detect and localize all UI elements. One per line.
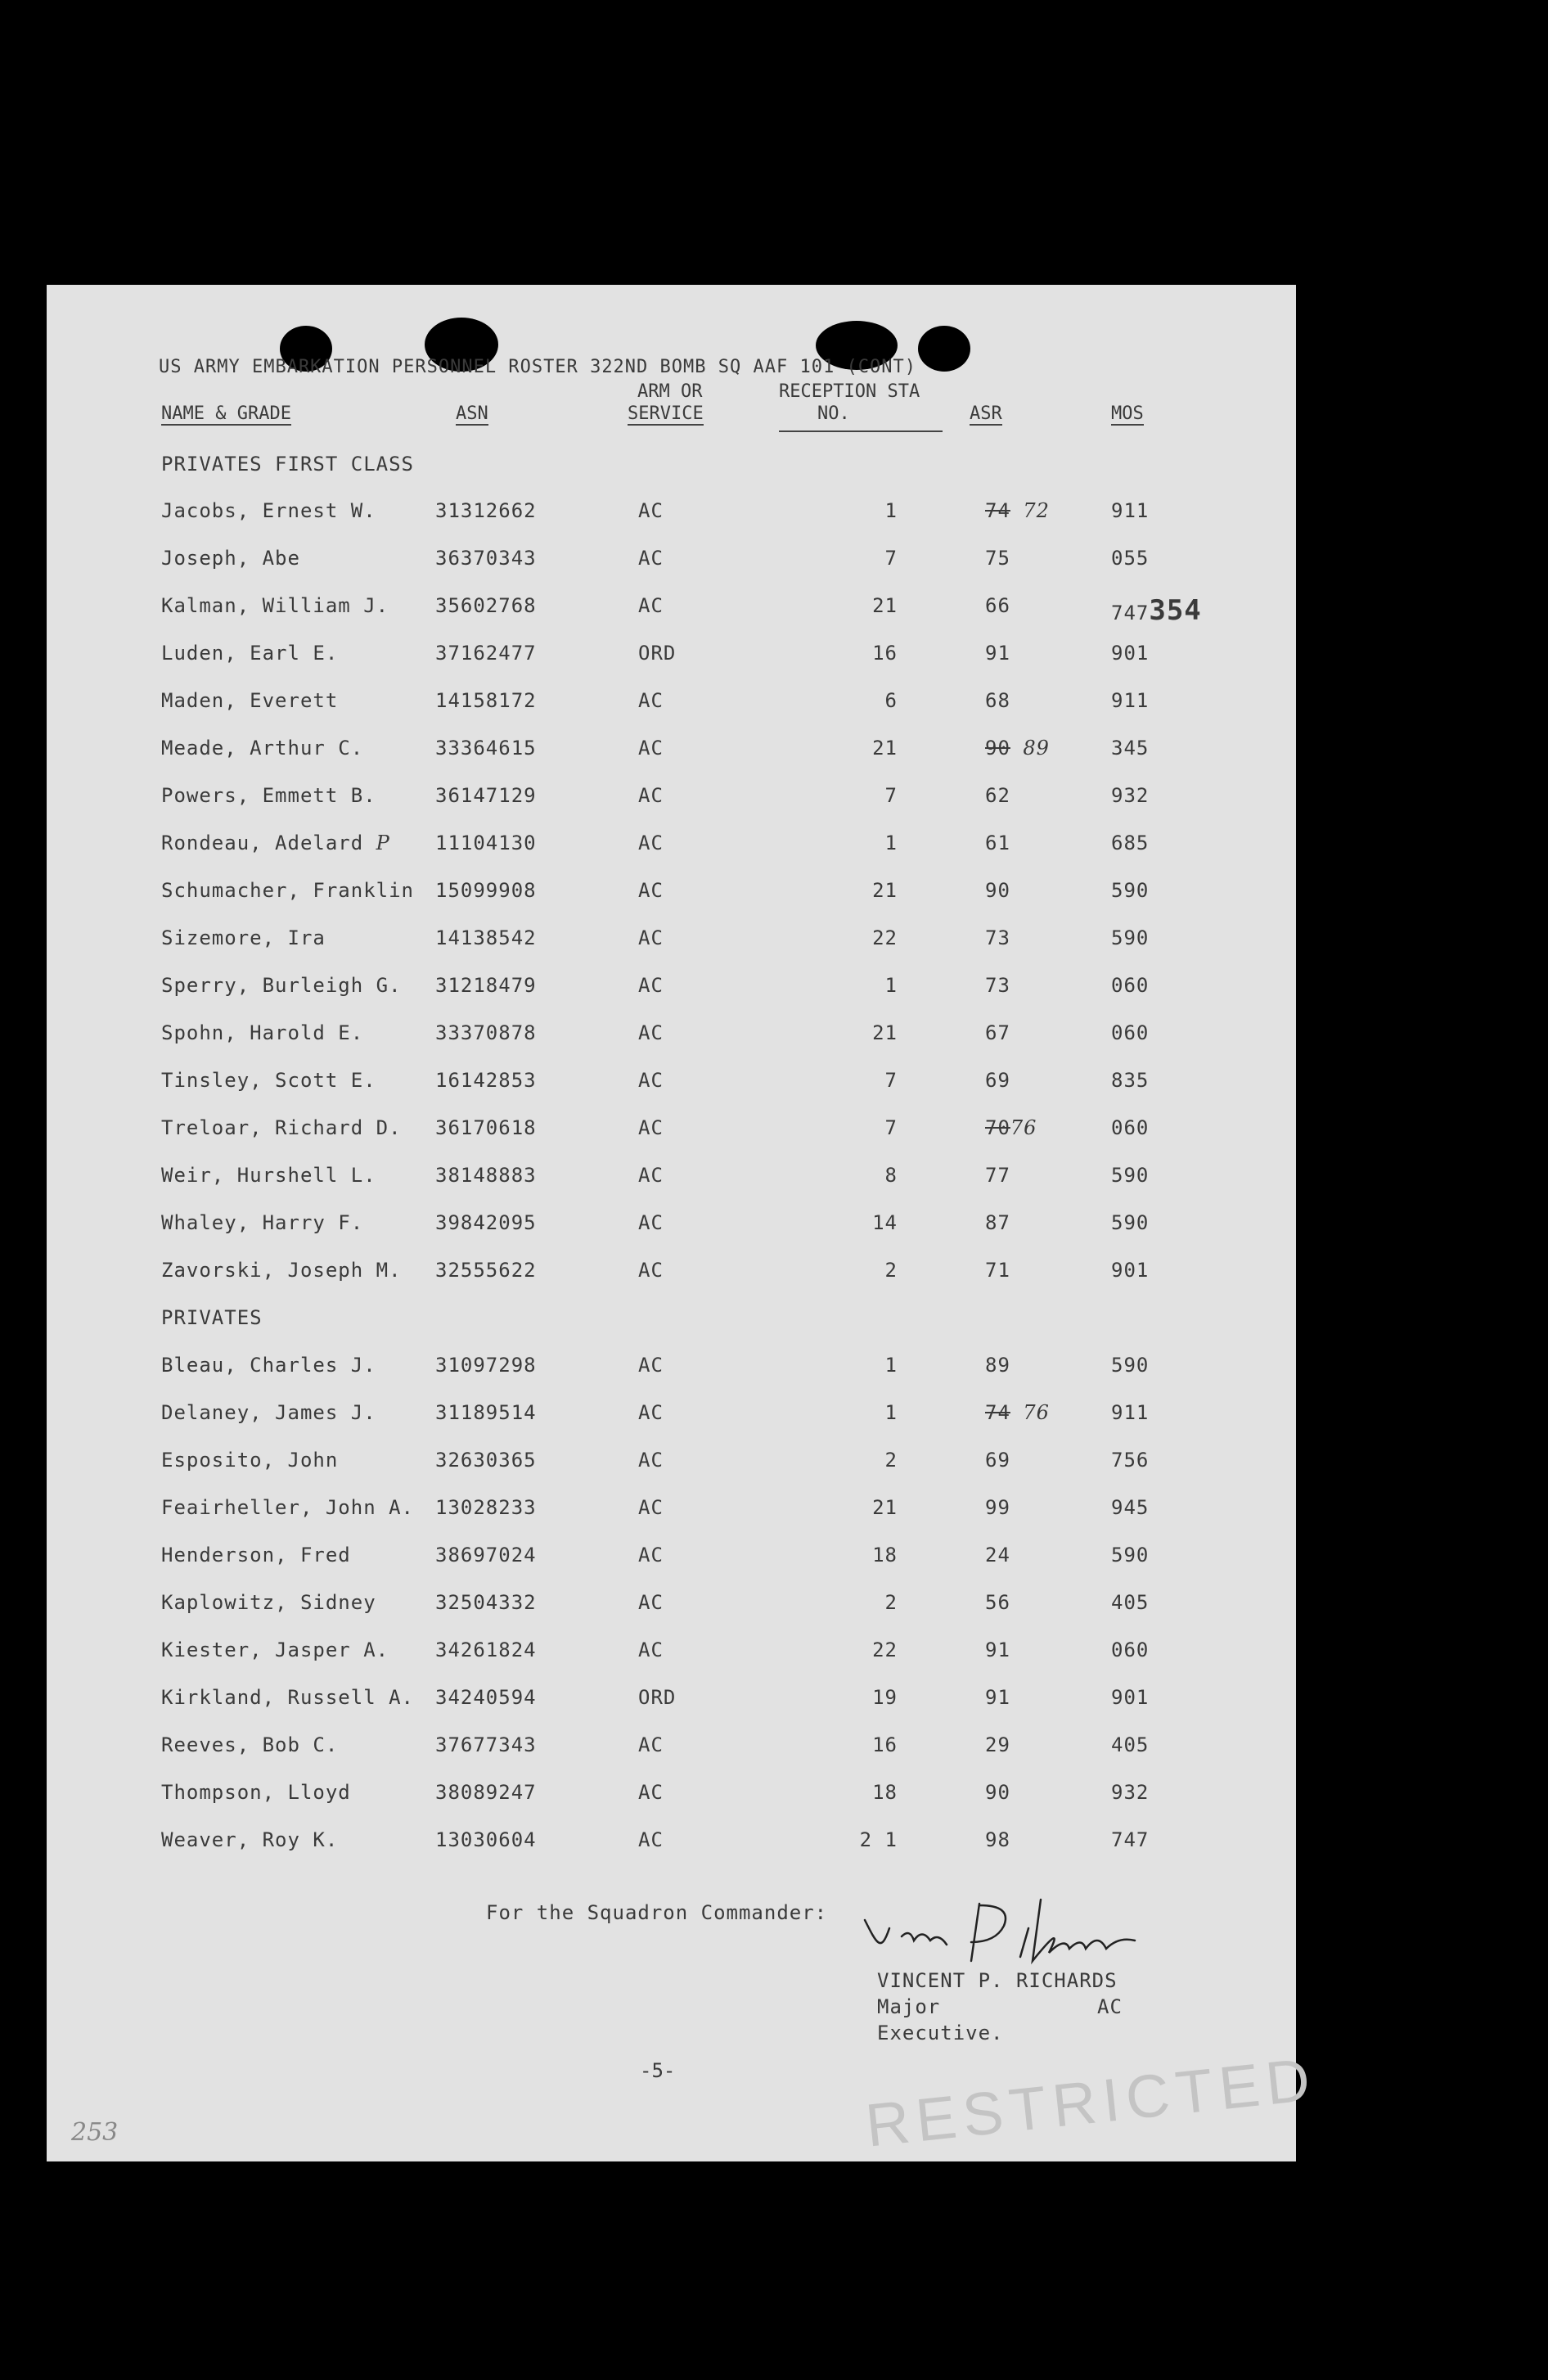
- asr-struck-value: 70: [985, 1116, 1010, 1139]
- asn-cell: 31097298: [435, 1354, 537, 1377]
- asn-cell: 31218479: [435, 974, 537, 997]
- name-cell: Kirkland, Russell A.: [161, 1686, 414, 1709]
- reception-cell: 7: [884, 1069, 898, 1092]
- asr-cell: 90: [985, 879, 1010, 902]
- reception-cell: 22: [872, 926, 898, 949]
- header-reception-rule: [779, 430, 943, 432]
- mos-cell: 756: [1111, 1449, 1150, 1472]
- asr-cell: 91: [985, 642, 1010, 665]
- table-row: [47, 784, 1296, 817]
- mos-cell: 060: [1111, 1116, 1150, 1139]
- reception-cell: 1: [884, 499, 898, 522]
- arm-cell: AC: [638, 737, 664, 760]
- table-row: [47, 1069, 1296, 1102]
- name-cell: Henderson, Fred: [161, 1544, 351, 1566]
- mos-cell: 060: [1111, 974, 1150, 997]
- reception-cell: 8: [884, 1164, 898, 1187]
- asr-cell: 69: [985, 1069, 1010, 1092]
- signer-title: Executive.: [877, 2022, 1004, 2044]
- arm-cell: AC: [638, 547, 664, 570]
- table-row: [47, 689, 1296, 722]
- name-value: Rondeau, Adelard: [161, 832, 364, 854]
- table-row: [47, 594, 1296, 627]
- name-cell: Powers, Emmett B.: [161, 784, 376, 807]
- asn-cell: 33370878: [435, 1021, 537, 1044]
- arm-cell: AC: [638, 1591, 664, 1614]
- arm-cell: AC: [638, 1496, 664, 1519]
- name-cell: Esposito, John: [161, 1449, 339, 1472]
- signer-name: VINCENT P. RICHARDS: [877, 1969, 1118, 1992]
- mos-cell: 901: [1111, 1686, 1150, 1709]
- asn-cell: 34240594: [435, 1686, 537, 1709]
- asr-struck-value: 90: [985, 737, 1010, 760]
- arm-cell: AC: [638, 1781, 664, 1804]
- mos-cell: 060: [1111, 1021, 1150, 1044]
- name-cell: [161, 832, 390, 854]
- name-cell: Weir, Hurshell L.: [161, 1164, 376, 1187]
- table-row: [47, 1021, 1296, 1054]
- asr-struck-value: 74: [985, 1401, 1010, 1424]
- mos-cell: 590: [1111, 879, 1150, 902]
- asn-cell: 36370343: [435, 547, 537, 570]
- asn-cell: 16142853: [435, 1069, 537, 1092]
- mos-cell: [1111, 594, 1202, 627]
- mos-cell: 901: [1111, 1259, 1150, 1282]
- arm-cell: AC: [638, 1733, 664, 1756]
- asr-cell: 62: [985, 784, 1010, 807]
- name-cell: Schumacher, Franklin: [161, 879, 414, 902]
- asr-cell: 69: [985, 1449, 1010, 1472]
- mos-cell: 405: [1111, 1591, 1150, 1614]
- arm-cell: ORD: [638, 642, 677, 665]
- asr-struck-value: 74: [985, 499, 1010, 522]
- arm-cell: AC: [638, 499, 664, 522]
- asn-cell: 31189514: [435, 1401, 537, 1424]
- table-row: [47, 1211, 1296, 1244]
- reception-cell: 16: [872, 642, 898, 665]
- arm-cell: AC: [638, 1116, 664, 1139]
- section-label: PRIVATES: [161, 1306, 263, 1329]
- mos-cell: 055: [1111, 547, 1150, 570]
- arm-cell: AC: [638, 1021, 664, 1044]
- asn-cell: 14138542: [435, 926, 537, 949]
- table-row: [47, 1591, 1296, 1624]
- asr-cell: 87: [985, 1211, 1010, 1234]
- mos-cell: 590: [1111, 1544, 1150, 1566]
- asn-cell: 36170618: [435, 1116, 537, 1139]
- reception-cell: 2: [884, 1259, 898, 1282]
- asn-cell: 32504332: [435, 1591, 537, 1614]
- header-reception-line2: NO.: [817, 403, 850, 424]
- asr-cell: [985, 499, 1050, 522]
- mos-cell: 060: [1111, 1639, 1150, 1661]
- asr-cell: 67: [985, 1021, 1010, 1044]
- mos-cell: 835: [1111, 1069, 1150, 1092]
- document-page: [47, 285, 1320, 2161]
- mos-cell: 945: [1111, 1496, 1150, 1519]
- reception-cell: 18: [872, 1781, 898, 1804]
- reception-cell: 7: [884, 547, 898, 570]
- table-row: [47, 1639, 1296, 1671]
- mos-cell: 911: [1111, 499, 1150, 522]
- table-row: [47, 737, 1296, 769]
- arm-cell: AC: [638, 879, 664, 902]
- table-row: [47, 1164, 1296, 1197]
- asr-cell: 89: [985, 1354, 1010, 1377]
- arm-cell: AC: [638, 1211, 664, 1234]
- reception-cell: 14: [872, 1211, 898, 1234]
- mos-cell: 405: [1111, 1733, 1150, 1756]
- asr-cell: 73: [985, 974, 1010, 997]
- asr-cell: [985, 1116, 1037, 1139]
- signer-branch: AC: [1097, 1995, 1123, 2018]
- asn-cell: 11104130: [435, 832, 537, 854]
- mos-cell: 911: [1111, 1401, 1150, 1424]
- table-row: [47, 642, 1296, 674]
- arm-cell: AC: [638, 1259, 664, 1282]
- table-row: [47, 499, 1296, 532]
- signature: [857, 1895, 1266, 1969]
- asr-handwritten-value: 76: [1010, 1116, 1037, 1139]
- asn-cell: 38697024: [435, 1544, 537, 1566]
- name-cell: Spohn, Harold E.: [161, 1021, 364, 1044]
- reception-cell: 21: [872, 879, 898, 902]
- name-cell: Luden, Earl E.: [161, 642, 339, 665]
- table-row: [47, 926, 1296, 959]
- mos-cell: 590: [1111, 1164, 1150, 1187]
- asr-cell: 71: [985, 1259, 1010, 1282]
- mos-cell: 901: [1111, 642, 1150, 665]
- table-row: [47, 1116, 1296, 1149]
- name-cell: Kalman, William J.: [161, 594, 389, 617]
- reception-cell: 18: [872, 1544, 898, 1566]
- mos-cell: 932: [1111, 1781, 1150, 1804]
- reception-cell: 1: [884, 974, 898, 997]
- mos-cell: 590: [1111, 1354, 1150, 1377]
- mos-value: 747: [1111, 602, 1150, 624]
- name-cell: Reeves, Bob C.: [161, 1733, 339, 1756]
- mos-cell: 685: [1111, 832, 1150, 854]
- mos-cell: 345: [1111, 737, 1150, 760]
- table-row: [47, 1781, 1296, 1814]
- table-row: [47, 547, 1296, 579]
- header-reception-line1: RECEPTION STA: [779, 381, 920, 402]
- name-cell: Zavorski, Joseph M.: [161, 1259, 402, 1282]
- asr-handwritten-value: 72: [1023, 499, 1050, 522]
- table-row: [47, 1496, 1296, 1529]
- asr-cell: 99: [985, 1496, 1010, 1519]
- header-arm-line1: ARM OR: [637, 381, 703, 402]
- asr-cell: 66: [985, 594, 1010, 617]
- arm-cell: AC: [638, 1449, 664, 1472]
- asr-cell: 29: [985, 1733, 1010, 1756]
- name-cell: Thompson, Lloyd: [161, 1781, 351, 1804]
- asn-cell: 31312662: [435, 499, 537, 522]
- asr-cell: 98: [985, 1828, 1010, 1851]
- name-cell: Meade, Arthur C.: [161, 737, 364, 760]
- arm-cell: AC: [638, 974, 664, 997]
- header-name-grade: NAME & GRADE: [161, 403, 291, 424]
- mos-cell: 932: [1111, 784, 1150, 807]
- table-row: [47, 1686, 1296, 1719]
- roster-title: US ARMY EMBARKATION PERSONNEL ROSTER 322ND BOMB SQ AAF 101 (CONT): [159, 357, 916, 377]
- reception-cell: 7: [884, 784, 898, 807]
- table-row: [47, 1354, 1296, 1386]
- name-cell: Weaver, Roy K.: [161, 1828, 339, 1851]
- asr-handwritten-value: 76: [1023, 1401, 1050, 1424]
- reception-cell: 19: [872, 1686, 898, 1709]
- table-row: [47, 879, 1296, 912]
- arm-cell: ORD: [638, 1686, 677, 1709]
- reception-cell: 21: [872, 1021, 898, 1044]
- asn-cell: 38089247: [435, 1781, 537, 1804]
- arm-cell: AC: [638, 1639, 664, 1661]
- asr-cell: 91: [985, 1639, 1010, 1661]
- reception-cell: 1: [884, 1401, 898, 1424]
- corner-handwritten-mark: 253: [71, 2118, 119, 2147]
- asn-cell: 32630365: [435, 1449, 537, 1472]
- mos-cell: 747: [1111, 1828, 1150, 1851]
- name-cell: Tinsley, Scott E.: [161, 1069, 376, 1092]
- asr-handwritten-value: 89: [1023, 737, 1050, 760]
- table-row: [47, 974, 1296, 1007]
- reception-cell: 2: [884, 1591, 898, 1614]
- asn-cell: 35602768: [435, 594, 537, 617]
- reception-cell: 2: [884, 1449, 898, 1472]
- asn-cell: 36147129: [435, 784, 537, 807]
- asr-cell: 24: [985, 1544, 1010, 1566]
- name-cell: Whaley, Harry F.: [161, 1211, 364, 1234]
- table-row: [47, 1449, 1296, 1481]
- header-mos: MOS: [1111, 403, 1144, 424]
- arm-cell: AC: [638, 1828, 664, 1851]
- asn-cell: 37162477: [435, 642, 537, 665]
- name-handwritten-note: P: [376, 832, 390, 854]
- asr-cell: 75: [985, 547, 1010, 570]
- asn-cell: 32555622: [435, 1259, 537, 1282]
- signer-rank: Major: [877, 1995, 941, 2018]
- table-row: [47, 832, 1296, 864]
- asr-cell: 68: [985, 689, 1010, 712]
- asn-cell: 15099908: [435, 879, 537, 902]
- arm-cell: AC: [638, 1354, 664, 1377]
- reception-cell: 16: [872, 1733, 898, 1756]
- header-asn: ASN: [456, 403, 488, 424]
- reception-cell: 21: [872, 594, 898, 617]
- asr-cell: 90: [985, 1781, 1010, 1804]
- reception-cell: 21: [872, 1496, 898, 1519]
- name-cell: Feairheller, John A.: [161, 1496, 414, 1519]
- asr-cell: 56: [985, 1591, 1010, 1614]
- header-arm-line2: SERVICE: [628, 403, 704, 424]
- name-cell: Sperry, Burleigh G.: [161, 974, 402, 997]
- reception-cell: 2 1: [859, 1828, 898, 1851]
- reception-cell: 7: [884, 1116, 898, 1139]
- punch-hole: [918, 326, 970, 372]
- table-row: [47, 1828, 1296, 1861]
- asn-cell: 34261824: [435, 1639, 537, 1661]
- name-cell: Kaplowitz, Sidney: [161, 1591, 376, 1614]
- mos-handwritten-note: 354: [1149, 594, 1202, 627]
- name-cell: Joseph, Abe: [161, 547, 300, 570]
- page-number: -5-: [640, 2059, 676, 2082]
- asr-cell: [985, 737, 1050, 760]
- reception-cell: 6: [884, 689, 898, 712]
- asn-cell: 38148883: [435, 1164, 537, 1187]
- mos-cell: 911: [1111, 689, 1150, 712]
- header-asr: ASR: [970, 403, 1002, 424]
- mos-cell: 590: [1111, 1211, 1150, 1234]
- name-cell: Bleau, Charles J.: [161, 1354, 376, 1377]
- arm-cell: AC: [638, 594, 664, 617]
- table-row: [47, 1259, 1296, 1291]
- for-squadron-commander: For the Squadron Commander:: [486, 1901, 828, 1924]
- asn-cell: 13030604: [435, 1828, 537, 1851]
- asr-cell: 77: [985, 1164, 1010, 1187]
- table-row: [47, 1544, 1296, 1576]
- arm-cell: AC: [638, 1069, 664, 1092]
- arm-cell: AC: [638, 689, 664, 712]
- asn-cell: 14158172: [435, 689, 537, 712]
- name-cell: Kiester, Jasper A.: [161, 1639, 389, 1661]
- asr-cell: [985, 1401, 1050, 1424]
- reception-cell: 21: [872, 737, 898, 760]
- asn-cell: 13028233: [435, 1496, 537, 1519]
- asr-cell: 91: [985, 1686, 1010, 1709]
- restricted-stamp: RESTRICTED: [862, 2044, 1320, 2160]
- arm-cell: AC: [638, 832, 664, 854]
- name-cell: Delaney, James J.: [161, 1401, 376, 1424]
- reception-cell: 22: [872, 1639, 898, 1661]
- arm-cell: AC: [638, 784, 664, 807]
- name-cell: Jacobs, Ernest W.: [161, 499, 376, 522]
- name-cell: Treloar, Richard D.: [161, 1116, 402, 1139]
- reception-cell: 1: [884, 1354, 898, 1377]
- arm-cell: AC: [638, 926, 664, 949]
- asn-cell: 39842095: [435, 1211, 537, 1234]
- table-row: [47, 1733, 1296, 1766]
- asr-cell: 73: [985, 926, 1010, 949]
- section-label: PRIVATES FIRST CLASS: [161, 453, 414, 476]
- asn-cell: 33364615: [435, 737, 537, 760]
- name-cell: Maden, Everett: [161, 689, 339, 712]
- arm-cell: AC: [638, 1401, 664, 1424]
- reception-cell: 1: [884, 832, 898, 854]
- table-row: [47, 1401, 1296, 1434]
- arm-cell: AC: [638, 1164, 664, 1187]
- arm-cell: AC: [638, 1544, 664, 1566]
- asn-cell: 37677343: [435, 1733, 537, 1756]
- asr-cell: 61: [985, 832, 1010, 854]
- mos-cell: 590: [1111, 926, 1150, 949]
- name-cell: Sizemore, Ira: [161, 926, 326, 949]
